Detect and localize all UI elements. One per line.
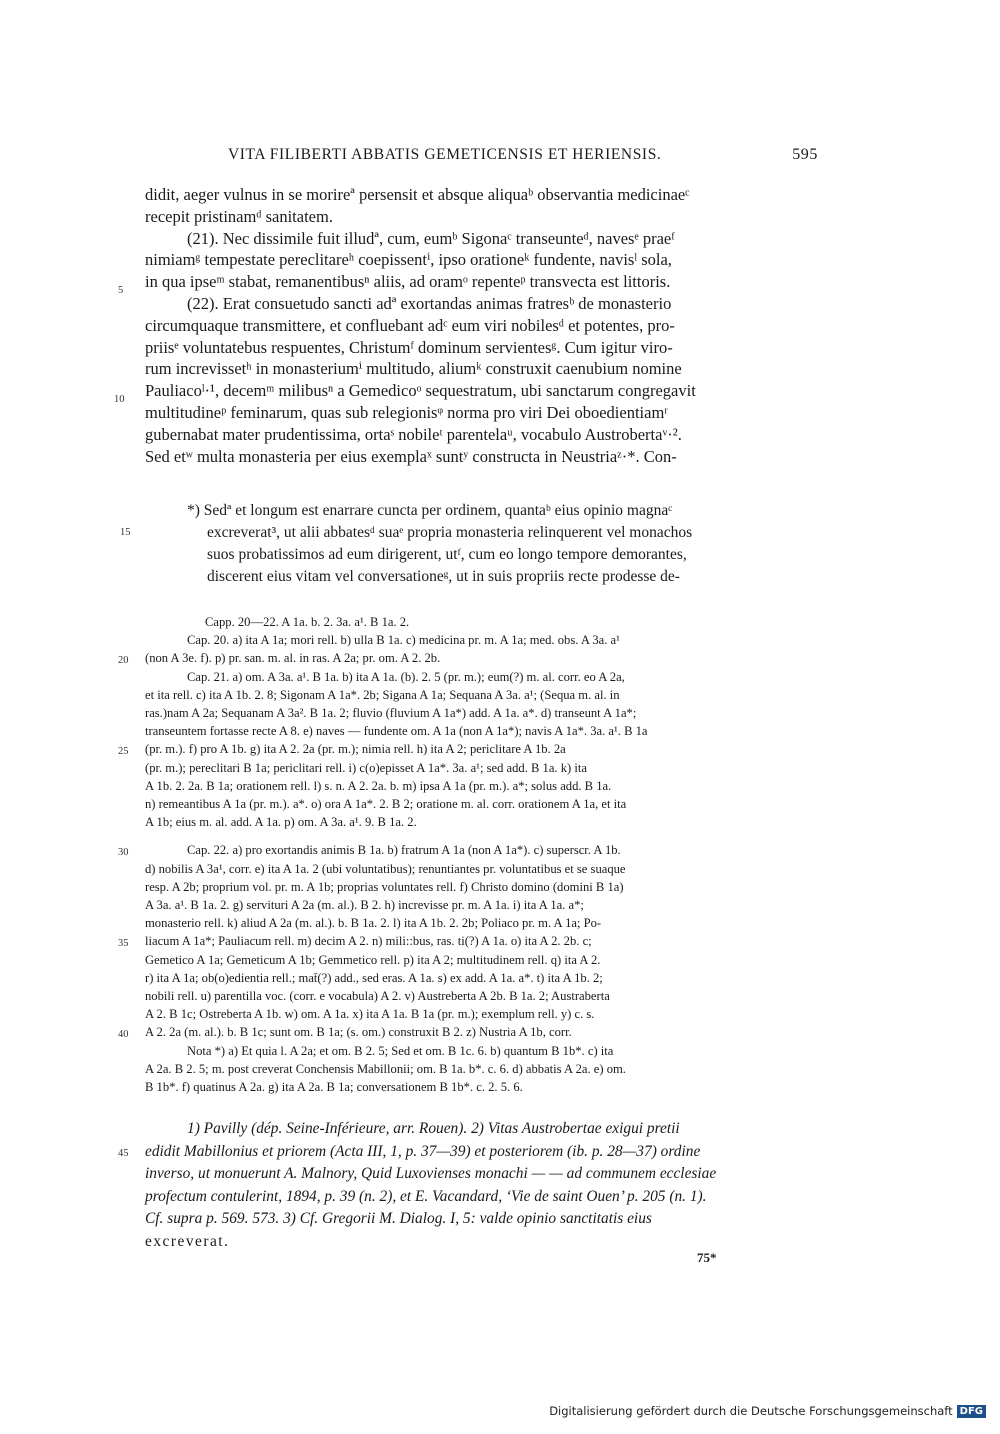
text-line: rum increvissetʰ in monasteriumⁱ multitudo, aliumᵏ construxit caenubium nomine <box>145 359 682 379</box>
line-number: 5 <box>118 285 124 296</box>
text-line: priisᵉ voluntatebus respuentes, Christumᶠ dominum servientesᵍ. Cum igitur viro- <box>145 337 673 357</box>
text-line: in qua ipseᵐ stabat, remanentibusⁿ aliis, ad oramᵒ repenteᵖ transvecta est littoris. <box>145 272 671 292</box>
text-line: (22). Erat consuetudo sancti adª exortandas animas fratresᵇ de monasterio <box>187 293 672 313</box>
apparatus-line: Cap. 20. a) ita A 1a; mori rell. b) ulla B 1a. c) medicina pr. m. A 1a; med. obs. A 3a. a¹ <box>187 633 620 648</box>
apparatus-line: (pr. m.); pereclitari B 1a; periclitari rell. i) c(o)episset A 1a*. 3a. a¹; sed add. B 1a. k) ita <box>145 760 587 775</box>
line-number: 20 <box>118 655 129 666</box>
main-text <box>145 184 815 467</box>
line-number: 10 <box>114 394 125 405</box>
apparatus-line: monasterio rell. k) aliud A 2a (m. al.). b. B 1a. 2. l) ita A 1b. 2. 2b; Poliaco pr. m. A 1a; Po- <box>145 916 602 931</box>
footnote-line: inverso, ut monuerunt A. Malnory, Quid Luxovienses monachi — — ad communem ecclesiae <box>145 1165 717 1183</box>
page-number: 595 <box>792 146 818 163</box>
apparatus-line: n) remeantibus A 1a (pr. m.). a*. o) ora A 1a*. 2. B 2; oratione m. al. corr. orationem A 1a, et ita <box>145 797 627 812</box>
text-line: (21). Nec dissimile fuit illudª, cum, eumᵇ Sigonaᶜ transeunteᵈ, navesᵉ praeᶠ <box>187 228 675 248</box>
apparatus-line: ras.)nam A 2a; Sequanam A 3a². B 1a. 2; fluvio (fluvium A 1a*) add. A 1a. a*. d) transeunt A 1a*; <box>145 706 637 721</box>
apparatus-line: Cap. 22. a) pro exortandis animis B 1a. b) fratrum A 1a (non A 1a*). c) superscr. A 1b. <box>187 843 621 858</box>
apparatus-line: A 3a. a¹. B 1a. 2. g) servituri A 2a (m. al.). B 2. h) increvisse pr. m. A 1a. i) ita A 1a. a*; <box>145 898 584 913</box>
apparatus-line: transeuntem fortasse recte A 8. e) naves — fundente om. A 1a (non A 1a*); navis A 1a*. 3a. a¹. B 1a <box>145 724 648 739</box>
apparatus-line: Cap. 21. a) om. A 3a. a¹. B 1a. b) ita A 1a. (b). 2. 5 (pr. m.); eum(?) m. al. corr. eo A 2a, <box>187 669 625 684</box>
text-line: gubernabat mater prudentissima, ortaˢ nobileᵗ parentelaᵘ, vocabulo Austrobertaᵛ·². <box>145 424 682 444</box>
apparatus-line: d) nobilis A 3a¹, corr. e) ita A 1a. 2 (ubi voluntatibus); renuntiantes pr. voluntatibus et se suaque <box>145 861 626 876</box>
apparatus-line: Capp. 20—22. A 1a. b. 2. 3a. a¹. B 1a. 2. <box>205 615 410 629</box>
apparatus-line: A 2. B 1c; Ostreberta A 1b. w) om. A 1a. x) ita A 1a. B 1a (pr. m.); exemplum rell. y) c. s. <box>145 1007 595 1022</box>
text-line: Sedª et longum est enarrare cuncta per ordinem, quantaᵇ eius opinio magnaᶜ <box>203 502 673 519</box>
text-line: multitudineᵖ feminarum, quas sub relegionisᵠ norma pro viri Dei oboedientiamʳ <box>145 402 668 422</box>
apparatus-line: r) ita A 1a; ob(o)edientia rell.; mat̄(?) add., sed eras. A 1a. s) ex add. A 1a. a*. t) ita A 1b. 2; <box>145 970 603 985</box>
line-number: 30 <box>118 847 129 858</box>
text-line: excreverat³, ut alii abbatesᵈ suaᵉ propria monasteria relinquerent vel monachos <box>207 524 693 541</box>
text-line: didit, aeger vulnus in se morireª persensit et absque aliquaᵇ observantia medicinaeᶜ <box>145 185 690 204</box>
text-line: circumquaque transmittere, et confluebant adᶜ eum viri nobilesᵈ et potentes, pro- <box>145 315 675 335</box>
apparatus-line: et ita rell. c) ita A 1b. 2. 8; Sigonam A 1a*. 2b; Sigana A 1a; Sequana A 3a. a¹; (Sequa m. al. in <box>145 687 620 702</box>
line-number: 45 <box>118 1148 129 1159</box>
footnote-line: Cf. supra p. 569. 573. 3) Cf. Gregorii M. Dialog. I, 5: valde opinio sanctitatis eius <box>145 1210 652 1228</box>
text-line: discerent eius vitam vel conversationeᵍ, ut in suis propriis recte prodesse de- <box>207 568 680 585</box>
text-line: suos probatissimos ad eum dirigerent, utᶠ, cum eo longo tempore demorantes, <box>207 546 687 563</box>
credit-text: Digitalisierung gefördert durch die Deutsche Forschungsgemeinschaft <box>549 1404 953 1418</box>
star-note <box>187 500 812 588</box>
text-line: Sed etʷ multa monasteria per eius exemplaˣ suntʸ constructa in Neustriaᶻ·*. Con- <box>145 446 677 466</box>
line-number: 40 <box>118 1029 129 1040</box>
critical-apparatus <box>145 613 815 1096</box>
apparatus-line: (non A 3e. f). p) pr. san. m. al. in ras. A 2a; pr. om. A 2. 2b. <box>145 651 441 666</box>
apparatus-line: A 2. 2a (m. al.). b. B 1c; sunt om. B 1a; (s. om.) construxit B 2. z) Nustria A 1b, corr. <box>145 1025 572 1040</box>
dfg-logo-icon: DFG <box>957 1405 986 1418</box>
apparatus-line: A 1b. 2. 2a. B 1a; orationem rell. l) s. n. A 2. 2a. b. m) ipsa A 1a (pr. m.). a*; solus add. B 1a. <box>145 778 612 793</box>
text-line: Pauliacoˡ·¹, decemᵐ milibusⁿ a Gemedicoᵒ sequestratum, ubi sanctarum congregavit <box>145 381 696 401</box>
footnote-line: edidit Mabillonius et priorem (Acta III, 1, p. 37—39) et posteriorem (ib. p. 28—37) ordine <box>145 1142 701 1160</box>
running-title: VITA FILIBERTI ABBATIS GEMETICENSIS ET HERIENSIS. <box>228 146 662 163</box>
apparatus-line: A 2a. B 2. 5; m. post creverat Conchensis Mabillonii; om. B 1a. b*. c. 6. d) abbatis A 2a. e) om. <box>145 1061 626 1076</box>
line-number: 25 <box>118 746 129 757</box>
apparatus-line: Gemetico A 1a; Gemeticum A 1b; Gemmetico rell. p) ita A 2; multitudinem rell. q) ita A 2. <box>145 952 601 967</box>
apparatus-line: nobili rell. u) parentilla voc. (corr. e vocabula) A 2. v) Austreberta A 2b. B 1a. 2; Austraberta <box>145 989 610 1004</box>
running-header <box>228 146 818 170</box>
line-number: 15 <box>120 527 131 538</box>
signature-mark: 75* <box>697 1250 717 1265</box>
apparatus-line: Nota *) a) Et quia l. A 2a; et om. B 2. 5; Sed et om. B 1c. 6. b) quantum B 1b*. c) ita <box>187 1043 614 1058</box>
footnotes <box>145 1118 815 1254</box>
note-marker: *) <box>187 502 200 519</box>
apparatus-line: (pr. m.). f) pro A 1b. g) ita A 2. 2a (pr. m.); nimia rell. h) ita A 2; periclitare A 1b. 2a <box>145 742 566 757</box>
apparatus-line: resp. A 2b; proprium vol. pr. m. A 1b; proprias voluntates rell. f) Christo domino (domini B 1a) <box>145 879 624 894</box>
apparatus-line: liacum A 1a*; Pauliacum rell. m) decim A 2. n) mili::bus, ras. ti(?) A 1a. o) ita A 2. 2b. c; <box>145 934 592 949</box>
text-line: nimiamᵍ tempestate pereclitareʰ coepissentⁱ, ipso orationeᵏ fundente, navisˡ sola, <box>145 250 672 270</box>
footnote-line: profectum contulerint, 1894, p. 39 (n. 2), et E. Vacandard, ‘Vie de saint Ouen’ p. 205 (n. 1). <box>145 1187 707 1205</box>
footnote-line: excreverat. <box>145 1232 230 1250</box>
text-line: recepit pristinamᵈ sanitatem. <box>145 206 333 226</box>
digitization-credit <box>549 1404 986 1418</box>
line-number: 35 <box>118 938 129 949</box>
apparatus-line: B 1b*. f) quatinus A 2a. g) ita A 2a. B 1a; conversationem B 1b*. c. 2. 5. 6. <box>145 1080 523 1095</box>
footnote-line: 1) Pavilly (dép. Seine-Inférieure, arr. Rouen). 2) Vitas Austrobertae exigui pretii <box>187 1120 680 1137</box>
apparatus-line: A 1b; eius m. al. add. A 1a. p) om. A 3a. a¹. 9. B 1a. 2. <box>145 815 417 830</box>
